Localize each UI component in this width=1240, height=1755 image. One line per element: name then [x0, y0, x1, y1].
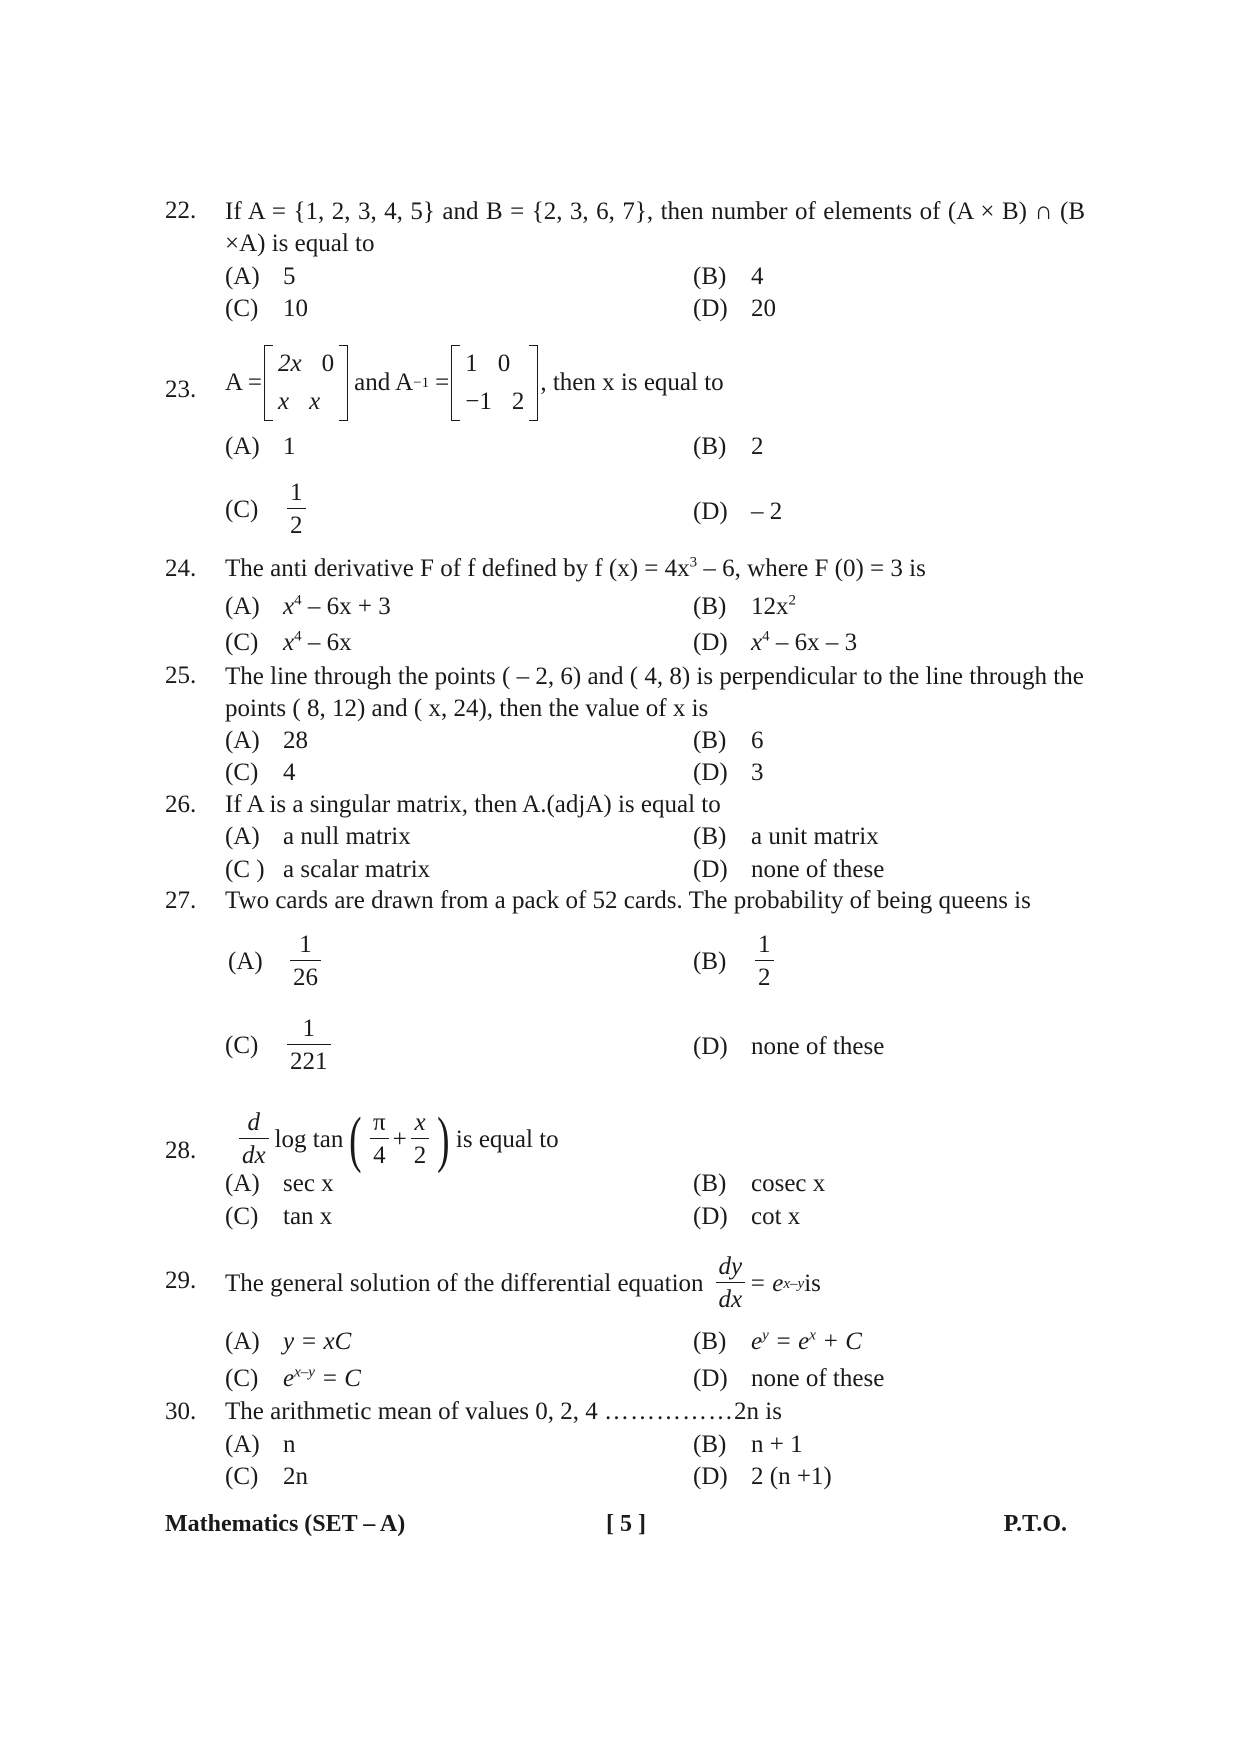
question-number: 28. — [165, 1137, 197, 1164]
option-b: (B) 6 — [693, 727, 764, 754]
question-text: If A = {1, 2, 3, 4, 5} and B = {2, 3, 6, 7}, then number of elements of (A × B) ∩ (B ×A) is equal to — [225, 198, 1085, 257]
footer-subject: Mathematics (SET – A) — [165, 1511, 406, 1537]
option-c: (C) $\frac{1}{221}$ — [225, 1014, 335, 1077]
option-b: (B) 2 — [693, 433, 764, 460]
option-c: (C) 10 — [225, 295, 308, 322]
question-text: If A is a singular matrix, then A.(adjA) is equal to — [225, 791, 721, 818]
option-a: (A) 5 — [225, 263, 296, 290]
footer-pto: P.T.O. — [1003, 1511, 1067, 1537]
option-d: (D) 2 (n +1) — [693, 1463, 832, 1490]
fraction: $\frac{1}{26}$ — [290, 930, 321, 993]
option-a: (A) $\frac{1}{26}$ — [228, 930, 325, 993]
question-text: The anti derivative F of f defined by f $(x) = 4x^3 - 6$, where F (0) = 3 is — [225, 554, 926, 582]
option-c: (C) 2n — [225, 1463, 308, 1490]
question-28 — [165, 1105, 1085, 1174]
parenthesis-group: ( $\frac{\pi}{4}$ + $\frac{x}{2}$ ) — [349, 1105, 450, 1174]
option-b: (B) n + 1 — [693, 1431, 803, 1458]
option-b: (B) $12x^2$ — [693, 592, 796, 620]
question-text: Two cards are drawn from a pack of 52 cards. The probability of being queens is — [225, 887, 1031, 914]
option-a: (A) 28 — [225, 727, 308, 754]
question-text: A = 2x 0 x x and A −1 = 1 0 −1 2 , then x is equal to — [225, 345, 1085, 421]
question-24 — [165, 554, 1085, 584]
question-25 — [165, 661, 1085, 725]
question-text: The general solution of the differential equation $\frac{dy}{dx}$ = e x–y is — [225, 1253, 821, 1313]
matrix-a-inverse: 1 0 −1 2 — [455, 345, 534, 421]
fraction: $\frac{x}{2}$ — [411, 1108, 430, 1171]
question-number: 23. — [165, 376, 197, 403]
option-d: (D) none of these — [693, 1033, 885, 1060]
question-number: 30. — [165, 1398, 197, 1425]
option-d: (D) none of these — [693, 1365, 885, 1392]
option-b: (B) $\frac{1}{2}$ — [693, 930, 778, 993]
fraction: $\frac{1}{2}$ — [755, 930, 774, 993]
question-text: $\frac{d}{dx}$ log tan ( $\frac{\pi}{4}$ + $\frac{x}{2}$ ) is equal to — [235, 1108, 1085, 1171]
option-d: (D) cot x — [693, 1203, 801, 1230]
option-c: (C ) a scalar matrix — [225, 856, 431, 883]
option-c: (C) tan x — [225, 1203, 333, 1230]
option-b: (B) 4 — [693, 263, 764, 290]
question-29 — [165, 1252, 1085, 1315]
question-30 — [165, 1397, 1085, 1427]
question-number: 25. — [165, 662, 197, 689]
option-b: (B) a unit matrix — [693, 823, 879, 850]
fraction: $\frac{d}{dx}$ — [239, 1108, 269, 1171]
option-b: (B) cosec x — [693, 1170, 826, 1197]
option-d: (D) 20 — [693, 295, 776, 322]
fraction: $\frac{dy}{dx}$ — [716, 1252, 746, 1315]
option-d: (D) none of these — [693, 856, 885, 883]
question-text: The arithmetic mean of values 0, 2, 4 ……………2n is — [225, 1398, 782, 1425]
question-27 — [165, 886, 1085, 916]
question-number: 26. — [165, 791, 197, 818]
question-number: 24. — [165, 555, 197, 582]
fraction: $\frac{1}{2}$ — [287, 478, 306, 541]
option-d: (D) – 2 — [693, 498, 783, 525]
footer-page-number: [ 5 ] — [606, 1511, 646, 1537]
option-a: (A) a null matrix — [225, 823, 411, 850]
option-a: (A) 1 — [225, 433, 296, 460]
question-text: The line through the points ( – 2, 6) and ( 4, 8) is perpendicular to the line through the points ( 8, 12) and ( x, 24), then the value of x is — [225, 663, 1084, 722]
question-number: 27. — [165, 887, 197, 914]
option-a: (A) n — [225, 1431, 296, 1458]
question-23 — [165, 345, 1085, 421]
option-c: (C) $\frac{1}{2}$ — [225, 478, 310, 541]
question-22 — [165, 196, 1085, 260]
option-b: (B) $e^y = e^x + C$ — [693, 1327, 862, 1355]
option-a: (A) y = xC — [225, 1328, 352, 1355]
option-d: (D) 3 — [693, 759, 764, 786]
option-c: (C) $x^4 - 6x$ — [225, 628, 352, 656]
option-a: (A) sec x — [225, 1170, 334, 1197]
question-26 — [165, 790, 1085, 820]
fraction: $\frac{\pi}{4}$ — [370, 1108, 389, 1171]
matrix-a: 2x 0 x x — [268, 345, 344, 421]
question-number: 22. — [165, 197, 197, 224]
question-number: 29. — [165, 1267, 197, 1294]
option-c: (C) $e^{x-y} = C$ — [225, 1364, 361, 1392]
option-c: (C) 4 — [225, 759, 296, 786]
option-d: (D) $x^4 - 6x - 3$ — [693, 628, 858, 656]
fraction: $\frac{1}{221}$ — [287, 1014, 331, 1077]
option-a: (A) $x^4 - 6x + 3$ — [225, 592, 391, 620]
